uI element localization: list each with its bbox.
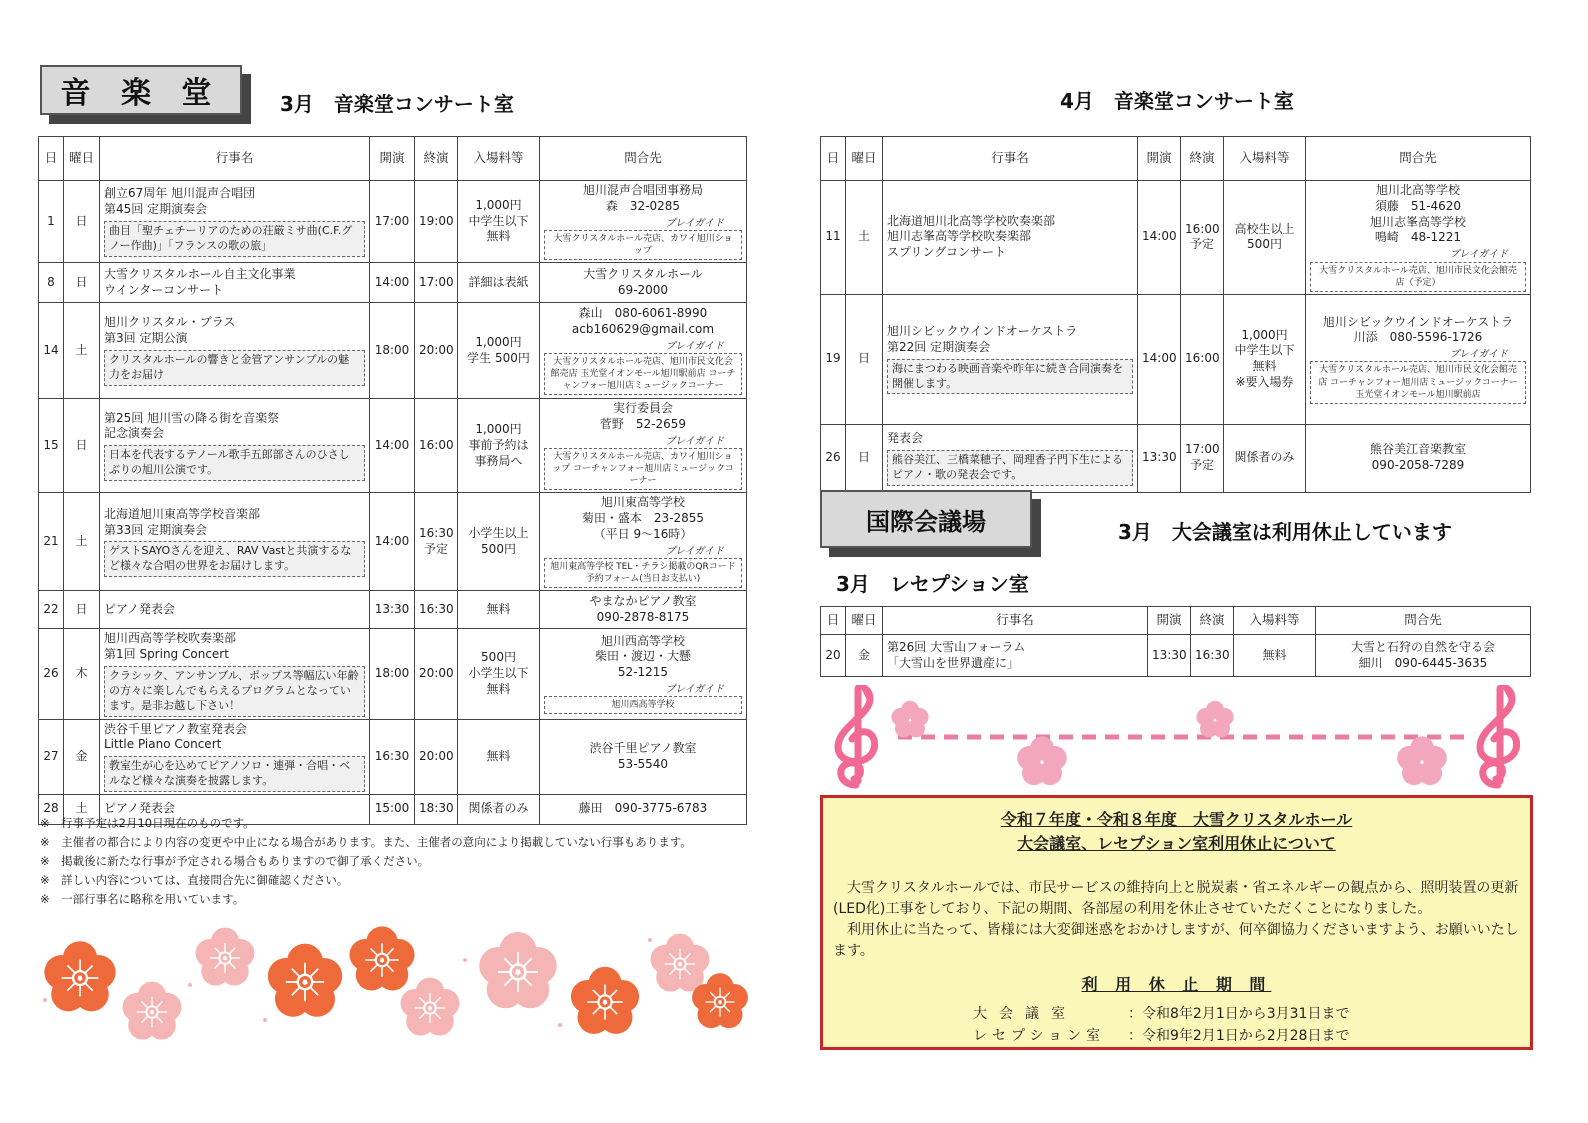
event-note: クラシック、アンサンブル、ポップス等幅広い年齢の方々に楽しんでもらえるプログラムとなっています。是非お越し下さい！ (104, 666, 365, 717)
day-cell: 8 (39, 263, 64, 303)
day-cell: 26 (39, 629, 64, 719)
playguide-label: プレイガイド (665, 545, 724, 557)
day-cell: 26 (821, 424, 846, 492)
start-time-cell: 18:00 (370, 629, 415, 719)
contact-line: 69-2000 (617, 282, 669, 297)
fee-line: 無料 (1252, 359, 1277, 374)
event-title-line: 発表会 (887, 431, 924, 446)
end-time-cell: 16:30予定 (415, 493, 458, 591)
table-row (821, 181, 1531, 295)
event-title-line: 「大雪山を世界遺産に」 (887, 655, 1020, 670)
playguide-label: プレイガイド (665, 340, 724, 352)
event-title-line: スプリングコンサート (887, 245, 1007, 260)
table-row (39, 719, 747, 794)
day-cell: 19 (821, 294, 846, 424)
event-title-line: 大雪クリスタルホール自主文化事業 (104, 266, 296, 281)
flower-light (401, 978, 460, 1036)
contact-line: 旭川志峯高等学校 (1369, 214, 1466, 229)
playguide-box: 旭川東高等学校 TEL・チラシ掲載のQRコード予約フォーム(当日お支払い) (544, 558, 742, 588)
column-header: 開演 (1148, 607, 1191, 635)
fee-line: 500円 (481, 541, 516, 556)
flower-light (123, 982, 182, 1040)
event-title-line: 第45回 定期演奏会 (104, 202, 208, 217)
start-time-cell: 13:30 (370, 591, 415, 629)
music-decoration (820, 685, 1532, 790)
end-time-cell: 16:30 (1191, 635, 1234, 677)
march-schedule-table (38, 136, 747, 825)
table-row (39, 629, 747, 719)
weekday-cell: 土 (846, 181, 883, 295)
contact-line: 090-2878-8175 (596, 609, 690, 624)
table-row (39, 263, 747, 303)
column-header: 入場料等 (1224, 137, 1306, 181)
event-cell (100, 629, 370, 719)
fee-cell (458, 629, 540, 719)
contact-cell (540, 399, 747, 493)
fee-cell (458, 719, 540, 794)
footnote: ※ 掲載後に新たな行事が予定される場合もありますので御了承ください。 (40, 854, 430, 868)
fee-cell (458, 399, 540, 493)
event-title-line: 渋谷千里ピアノ教室発表会 (104, 721, 248, 736)
event-note: 教室生が心を込めてピアノソロ・連弾・合唱・ベルなど様々な演奏を披露します。 (104, 756, 365, 792)
fee-line: 500円 (481, 650, 516, 665)
start-time-cell: 14:00 (1138, 181, 1181, 295)
contact-line: 52-1215 (617, 665, 669, 680)
event-title-line: 北海道旭川北高等学校吹奏楽部 (887, 213, 1056, 228)
day-cell: 27 (39, 719, 64, 794)
fee-line: 無料 (1262, 647, 1287, 662)
contact-line: acb160629@gmail.com (571, 321, 715, 336)
contact-line: 須藤 51-4620 (1374, 198, 1462, 213)
fee-line: 無料 (486, 229, 511, 244)
closure-notice (820, 795, 1533, 1050)
table-row (821, 635, 1531, 677)
table-row (821, 424, 1531, 492)
contact-line: 実行委員会 (612, 401, 673, 416)
fee-line: 中学生以下 (468, 213, 529, 228)
start-time-cell: 13:30 (1148, 635, 1191, 677)
event-title-line: 第25回 旭川雪の降る街を音楽祭 (104, 410, 280, 425)
event-cell (883, 294, 1138, 424)
contact-cell (1306, 181, 1531, 295)
day-cell: 21 (39, 493, 64, 591)
notice-title-line1: 令和７年度・令和８年度 大雪クリスタルホール (1000, 810, 1353, 829)
fee-line: 1,000円 (475, 422, 522, 437)
start-time-cell: 18:00 (370, 303, 415, 399)
flower-dark (268, 944, 342, 1017)
event-note: 日本を代表するテノール歌手五郎部さんのひさしぶりの旭川公演です。 (104, 445, 365, 481)
event-cell (883, 635, 1148, 677)
contact-line: 大雪クリスタルホール (583, 266, 703, 281)
contact-cell (540, 591, 747, 629)
event-note: クリスタルホールの響きと金管アンサンブルの魅力をお届け (104, 350, 365, 386)
treble-clef-icon (1480, 687, 1517, 785)
event-cell (100, 591, 370, 629)
reception-heading: 3月 レセプション室 (836, 572, 1029, 596)
end-time-cell: 16:00 (415, 399, 458, 493)
contact-cell (540, 719, 747, 794)
event-cell (100, 399, 370, 493)
contact-line: 藤田 090-3775-6783 (578, 801, 708, 816)
playguide-box: 大雪クリスタルホール売店、旭川市民文化会館売店（予定） (1310, 262, 1526, 292)
flower-light (196, 928, 255, 986)
column-header: 日 (821, 137, 846, 181)
fee-line: 事前予約は (468, 437, 529, 452)
fee-line: 学生 500円 (467, 350, 530, 365)
column-header: 終演 (415, 137, 458, 181)
event-note: 熊谷美江、三橋菜穂子、岡理香子門下生によるピアノ・歌の発表会です。 (887, 450, 1133, 486)
fee-line: 1,000円 (475, 197, 522, 212)
flower-light (651, 934, 710, 992)
room-label: 大会議室 (973, 1006, 1077, 1022)
event-title-line: Little Piano Concert (104, 737, 222, 752)
contact-cell (1306, 294, 1531, 424)
column-header: 開演 (370, 137, 415, 181)
event-title-line: 旭川クリスタル・ブラス (104, 315, 236, 330)
weekday-cell: 日 (846, 294, 883, 424)
event-title-line: 創立67周年 旭川混声合唱団 (104, 186, 256, 201)
column-header: 終演 (1191, 607, 1234, 635)
notice-body-2: 利用休止に当たって、皆様には大変御迷惑をおかけしますが、何卒御協力くださいますよう、お願いいたします。 (833, 922, 1519, 959)
fee-line: 無料 (486, 748, 511, 763)
table-row (39, 303, 747, 399)
closure-period-title: 利 用 休 止 期 間 (1081, 975, 1272, 994)
fee-line: 中学生以下 (1234, 343, 1295, 358)
weekday-cell: 日 (64, 591, 100, 629)
event-title-line: ピアノ発表会 (104, 801, 176, 816)
column-header: 入場料等 (458, 137, 540, 181)
weekday-cell: 日 (64, 399, 100, 493)
event-note: ゲストSAYOさんを迎え、RAV Vastと共演するなど様々な合唱の世界をお届けします。 (104, 541, 365, 577)
playguide-label: プレイガイド (665, 684, 724, 696)
contact-line: 大雪と石狩の自然を守る会 (1350, 639, 1495, 654)
flower-dark (349, 926, 414, 990)
notice-title-line2: 大会議室、レセプション室利用休止について (1017, 834, 1336, 853)
footnotes (40, 814, 692, 909)
closure-period-row (973, 1003, 1520, 1025)
weekday-cell: 日 (846, 424, 883, 492)
contact-line: 旭川東高等学校 (600, 495, 685, 510)
event-cell (100, 263, 370, 303)
contact-line: 熊谷美江音楽教室 (1369, 442, 1466, 457)
fee-line: 小学生以上 (468, 526, 529, 541)
fee-cell (458, 591, 540, 629)
room-period: ：令和8年2月1日から3月31日まで (1128, 1006, 1350, 1022)
contact-line: 菅野 52-2659 (599, 416, 687, 431)
end-time-cell: 17:00予定 (1181, 424, 1224, 492)
column-header: 問合先 (540, 137, 747, 181)
day-cell: 15 (39, 399, 64, 493)
column-header: 行事名 (883, 607, 1148, 635)
fee-cell (458, 181, 540, 263)
april-schedule-table (820, 136, 1531, 493)
column-header: 日 (39, 137, 64, 181)
weekday-cell: 土 (64, 303, 100, 399)
fee-cell (458, 303, 540, 399)
fee-line: 無料 (486, 681, 511, 696)
playguide-box: 旭川西高等学校 (544, 696, 742, 714)
contact-line: 菊田・盛本 23-2855 (581, 511, 705, 526)
start-time-cell: 14:00 (1138, 294, 1181, 424)
contact-line: 旭川西高等学校 (600, 633, 685, 648)
footnote: ※ 一部行事名に略称を用いています。 (40, 892, 245, 906)
table-row (39, 181, 747, 263)
fee-line: 事務局へ (474, 453, 523, 468)
contact-line: 旭川シビックウインドオーケストラ (1322, 314, 1514, 329)
contact-line: 旭川北高等学校 (1375, 183, 1460, 197)
fee-line: 関係者のみ (468, 801, 529, 816)
event-title-line: 第26回 大雪山フォーラム (887, 639, 1026, 654)
event-title-line: 第33回 定期演奏会 (104, 522, 208, 537)
table-row (39, 399, 747, 493)
contact-line: 森 32-0285 (605, 198, 681, 213)
contact-line: 川添 080-5596-1726 (1353, 330, 1483, 345)
flower-dark (44, 941, 115, 1011)
playguide-label: プレイガイド (1449, 349, 1508, 361)
flower-light (479, 932, 557, 1008)
contact-cell (1316, 635, 1531, 677)
end-time-cell: 20:00 (415, 303, 458, 399)
weekday-cell: 金 (846, 635, 883, 677)
fee-cell (1224, 294, 1306, 424)
end-time-cell: 16:30 (415, 591, 458, 629)
footnote: ※ 主催者の都合により内容の変更や中止になる場合があります。また、主催者の意向により掲載していない行事もあります。 (40, 835, 692, 849)
event-cell (100, 493, 370, 591)
column-header: 終演 (1181, 137, 1224, 181)
day-cell: 1 (39, 181, 64, 263)
fee-cell (458, 263, 540, 303)
april-heading: 4月 音楽堂コンサート室 (1060, 89, 1294, 113)
event-title-line: 旭川シビックウインドオーケストラ (887, 324, 1078, 339)
event-title-line: 記念演奏会 (104, 426, 165, 441)
day-cell: 22 (39, 591, 64, 629)
contact-line: 旭川混声合唱団事務局 (582, 183, 703, 197)
weekday-cell: 日 (64, 263, 100, 303)
event-cell (100, 719, 370, 794)
column-header: 行事名 (100, 137, 370, 181)
column-header: 行事名 (883, 137, 1138, 181)
end-time-cell: 18:30 (415, 794, 458, 824)
column-header: 日 (821, 607, 846, 635)
fee-cell (1224, 424, 1306, 492)
contact-cell (1306, 424, 1531, 492)
column-header: 曜日 (846, 137, 883, 181)
start-time-cell: 14:00 (370, 263, 415, 303)
footnote: ※ 詳しい内容については、直接問合先に御確認ください。 (40, 873, 349, 887)
event-title-line: ピアノ発表会 (104, 601, 176, 616)
column-header: 問合先 (1306, 137, 1531, 181)
contact-line: 柴田・渡辺・大懸 (594, 649, 691, 664)
contact-line: 森山 080-6061-8990 (578, 305, 708, 320)
weekday-cell: 木 (64, 629, 100, 719)
contact-cell (540, 263, 747, 303)
contact-line: 鳴崎 48-1221 (1374, 230, 1462, 245)
playguide-label: プレイガイド (1449, 249, 1508, 261)
table-row (821, 294, 1531, 424)
contact-cell (540, 181, 747, 263)
column-header: 入場料等 (1234, 607, 1316, 635)
fee-cell (1234, 635, 1316, 677)
fee-line: 無料 (486, 601, 511, 616)
weekday-cell: 金 (64, 719, 100, 794)
start-time-cell: 17:00 (370, 181, 415, 263)
event-title-line: 第22回 定期演奏会 (887, 339, 991, 354)
fee-line: 高校生以上 (1234, 221, 1295, 236)
event-cell (883, 181, 1138, 295)
event-note: 海にまつわる映画音楽や昨年に続き合同演奏を開催します。 (887, 359, 1133, 395)
event-title-line: ウインターコンサート (104, 282, 224, 297)
end-time-cell: 20:00 (415, 719, 458, 794)
event-title-line: 北海道旭川東高等学校音楽部 (104, 506, 261, 521)
event-title-line: 旭川志峯高等学校吹奏楽部 (887, 229, 1032, 244)
table-row (39, 591, 747, 629)
closure-heading: 3月 大会議室は利用休止しています (1118, 520, 1452, 544)
fee-line: 1,000円 (1241, 327, 1288, 342)
contact-cell (540, 629, 747, 719)
event-title-line: 第1回 Spring Concert (104, 647, 229, 662)
end-time-cell: 16:00 (1181, 294, 1224, 424)
start-time-cell: 13:30 (1138, 424, 1181, 492)
contact-cell (540, 493, 747, 591)
playguide-label: プレイガイド (665, 217, 724, 229)
start-time-cell: 14:00 (370, 493, 415, 591)
playguide-box: 大雪クリスタルホール売店、旭川市民文化会館売店 玉光堂イオンモール旭川駅前店 コーチャンフォー旭川店ミュージックコーナー (544, 353, 742, 395)
fee-line: 詳細は表紙 (468, 274, 529, 289)
event-title-line: 第3回 定期公演 (104, 331, 188, 346)
contact-line: 53-5540 (617, 756, 669, 771)
fee-line: 1,000円 (475, 334, 522, 349)
flower-dark (571, 967, 639, 1034)
treble-clef-icon (838, 687, 875, 785)
day-cell: 20 (821, 635, 846, 677)
column-header: 曜日 (846, 607, 883, 635)
playguide-box: 大雪クリスタルホール売店、カワイ旭川ショップ (544, 230, 742, 260)
section-badge-kokusai: 国際会議場 (820, 490, 1032, 548)
fee-line: 小学生以下 (468, 666, 529, 681)
playguide-box: 大雪クリスタルホール売店、カワイ旭川ショップ コーチャンフォー旭川店ミュージックコーナー (544, 448, 742, 490)
event-title-line: 旭川西高等学校吹奏楽部 (104, 631, 237, 646)
fee-line: ※要入場券 (1235, 375, 1294, 390)
fee-cell (458, 493, 540, 591)
reception-schedule-table (820, 606, 1531, 677)
closure-period-list (833, 1003, 1520, 1047)
fee-line: 関係者のみ (1234, 450, 1295, 465)
start-time-cell: 14:00 (370, 399, 415, 493)
day-cell: 14 (39, 303, 64, 399)
contact-line: やまなかピアノ教室 (589, 594, 697, 609)
playguide-label: プレイガイド (665, 435, 724, 447)
event-cell (100, 181, 370, 263)
contact-line: 090-2058-7289 (1371, 458, 1465, 473)
closure-period-row (973, 1025, 1520, 1047)
contact-line: 渋谷千里ピアノ教室 (589, 740, 697, 755)
playguide-box: 大雪クリスタルホール売店、旭川市民文化会館売店 コーチャンフォー旭川店ミュージックコーナー 玉光堂イオンモール旭川駅前店 (1310, 361, 1526, 403)
footnote: ※ 行事予定は2月10日現在のものです。 (40, 816, 255, 830)
end-time-cell: 17:00 (415, 263, 458, 303)
end-time-cell: 20:00 (415, 629, 458, 719)
end-time-cell: 16:00予定 (1181, 181, 1224, 295)
section-badge-ongakudo: 音 楽 堂 (40, 65, 242, 115)
event-cell (100, 303, 370, 399)
column-header: 開演 (1138, 137, 1181, 181)
day-cell: 28 (39, 794, 64, 824)
room-label: レセプション室 (973, 1028, 1106, 1044)
weekday-cell: 土 (64, 493, 100, 591)
contact-cell (540, 303, 747, 399)
table-row (39, 493, 747, 591)
fee-line: 500円 (1247, 237, 1282, 252)
contact-line: 細川 090-6445-3635 (1358, 655, 1488, 670)
day-cell: 11 (821, 181, 846, 295)
event-note: 曲目「聖チェチーリアのための荘厳ミサ曲(C.F.グノー作曲)」「フランスの歌の旅」 (104, 221, 365, 257)
march-heading: 3月 音楽堂コンサート室 (280, 92, 514, 116)
event-cell (883, 424, 1138, 492)
start-time-cell: 16:30 (370, 719, 415, 794)
weekday-cell: 日 (64, 181, 100, 263)
room-period: ：令和9年2月1日から2月28日まで (1128, 1028, 1350, 1044)
plum-flowers-decoration (40, 920, 750, 1045)
column-header: 問合先 (1316, 607, 1531, 635)
contact-line: （平日 9～16時） (593, 527, 693, 542)
start-time-cell: 15:00 (370, 794, 415, 824)
end-time-cell: 19:00 (415, 181, 458, 263)
column-header: 曜日 (64, 137, 100, 181)
notice-body-1: 大雪クリスタルホールでは、市民サービスの維持向上と脱炭素・省エネルギーの観点から、照明装置の更新(LED化)工事をしており、下記の期間、各部屋の利用を休止させていただくことになりました。 (833, 880, 1519, 917)
weekday-cell: 土 (64, 794, 100, 824)
fee-cell (1224, 181, 1306, 295)
